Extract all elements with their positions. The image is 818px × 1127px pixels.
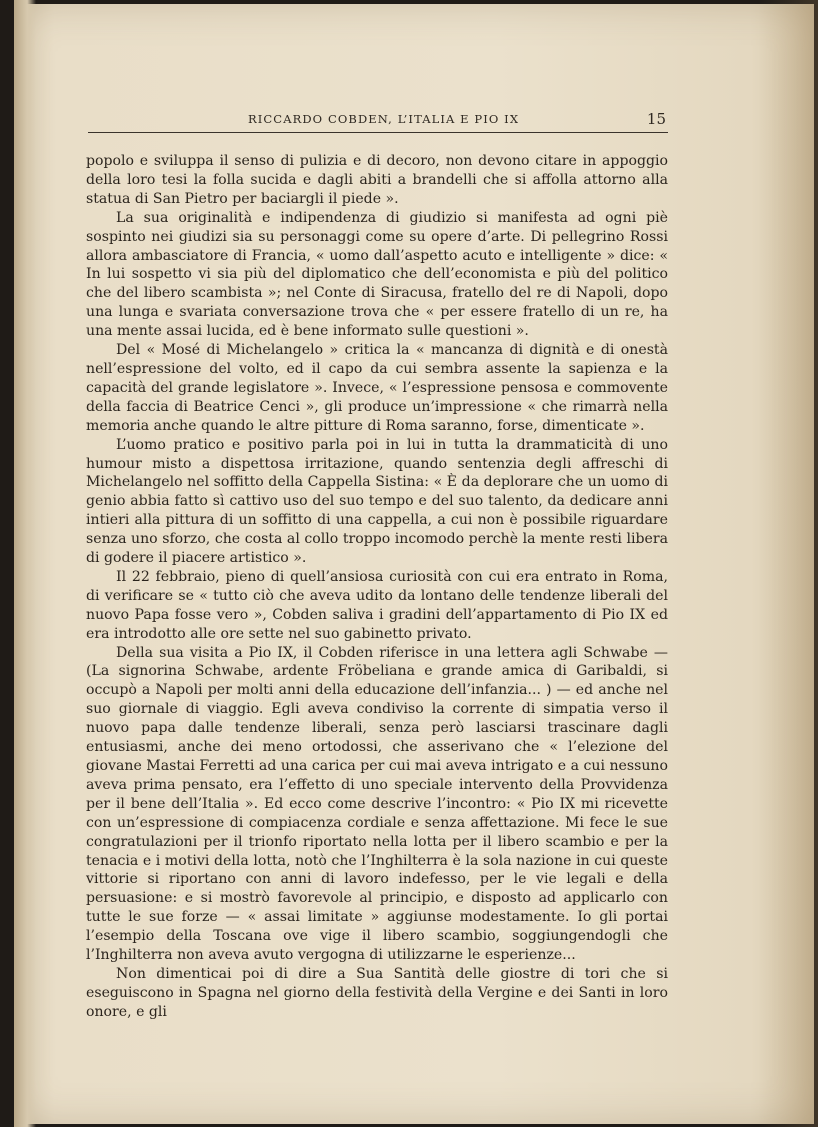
paragraph: La sua originalità e indipendenza di giudizio si manifesta ad ogni piè sospinto nei giudizi sia su personaggi come su opere d’arte. Di pellegrino Rossi allora ambasciatore di Francia, « uomo dall’aspetto acuto e intelligente » dice: « In lui sospetto vi sia più del diplomatico che dell’economista e più del politico che del libero scambista »; nel Conte di Siracusa, fratello del re di Napoli, dopo una lunga e svariata conversazione trova che « per essere fratello di un re, ha una mente assai lucida, ed è bene informato sulle questioni ». — [86, 209, 668, 340]
paragraph: L’uomo pratico e positivo parla poi in lui in tutta la drammaticità di uno humour misto a dispettosa irritazione, quando sentenzia degli affreschi di Michelangelo nel soffitto della Cappella Sistina: « È da deplorare che un uomo di genio abbia fatto sì cattivo uso del suo tempo e del suo talento, da dedicare anni intieri alla pittura di un soffitto di una cappella, a cui non è possibile riguardare senza uno sforzo, che costa al collo troppo incomodo perchè la mente resti libera di godere il piacere artistico ». — [86, 436, 668, 567]
header-rule — [88, 132, 668, 133]
page-gutter — [14, 0, 36, 1127]
paragraph: popolo e sviluppa il senso di pulizia e di decoro, non devono citare in appoggio della loro tesi la folla sucida e dagli abiti a brandelli che si affolla attorno alla statua di San Pietro per baciargli il piede ». — [86, 153, 668, 207]
running-header — [88, 110, 670, 130]
running-title: RICCARDO COBDEN, L’ITALIA E PIO IX — [248, 112, 520, 126]
body-text — [86, 152, 668, 1022]
page-number: 15 — [646, 110, 666, 128]
paragraph: Della sua visita a Pio IX, il Cobden riferisce in una lettera agli Schwabe — (La signorina Schwabe, ardente Fröbeliana e grande amica di Garibaldi, si occupò a Napoli per molti anni della educazione dell’infanzia... ) — ed anche nel suo giornale di viaggio. Egli aveva condiviso la corrente di simpatia verso il nuovo papa dalle tendenze liberali, senza però lasciarsi trascinare dagli entusiasmi, anche dei meno ortodossi, che asserivano che « l’elezione del giovane Mastai Ferretti ad una carica per cui mai aveva intrigato e a cui nessuno aveva prima pensato, era l’effetto di uno speciale intervento della Provvidenza per il bene dell’Italia ». Ed ecco come descrive l’incontro: « Pio IX mi ricevette con un’espressione di compiacenza cordiale e senza affettazione. Mi fece le sue congratulazioni per il trionfo riportato nella lotta per il libero scambio e per la tenacia e i motivi della lotta, notò che l’Inghilterra è la sola nazione in cui queste vittorie si riportano con anni di lavoro indefesso, per le vie legali e della persuasione: e si mostrò favorevole al principio, e disposto ad applicarlo con tutte le sue forze — « assai limitate » aggiunse modestamente. Io gli portai l’esempio della Toscana ove vige il libero scambio, soggiungendogli che l’Inghilterra non aveva avuto vergogna di utilizzarne le esperienze... — [86, 644, 668, 964]
page-edge-shadow — [758, 0, 818, 1127]
paragraph: Il 22 febbraio, pieno di quell’ansiosa curiosità con cui era entrato in Roma, di verificare se « tutto ciò che aveva udito da lontano delle tendenze liberali del nuovo Papa fosse vero », Cobden saliva i gradini dell’appartamento di Pio IX ed era introdotto alle ore sette nel suo gabinetto privato. — [86, 568, 668, 642]
paragraph: Del « Mosé di Michelangelo » critica la « mancanza di dignità e di onestà nell’espressione del volto, ed il capo da cui sembra assente la sapienza e la capacità del grande legislatore ». Invece, « l’espressione pensosa e commovente della faccia di Beatrice Cenci », gli produce un’impressione « che rimarrà nella memoria anche quando le altre pitture di Roma saranno, forse, dimenticate ». — [86, 342, 668, 434]
paragraph: Non dimenticai poi di dire a Sua Santità delle giostre di tori che si eseguiscono in Spagna nel giorno della festività della Vergine e dei Santi in loro onore, e gli — [86, 965, 668, 1020]
